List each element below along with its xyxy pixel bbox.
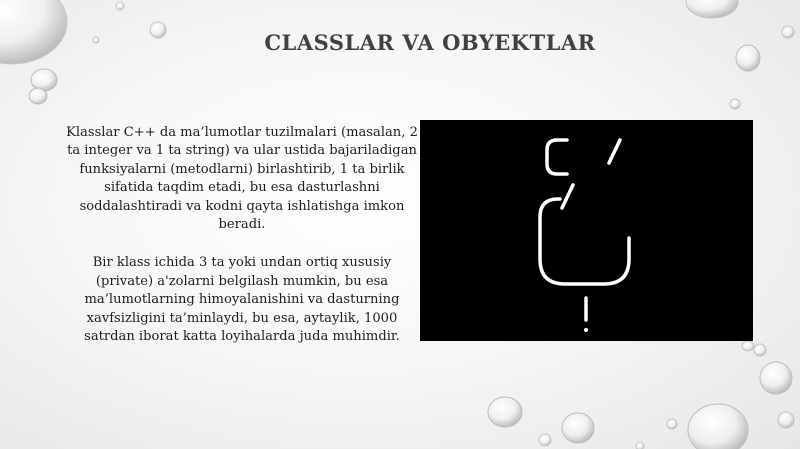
slash-stroke-middle [562,185,573,208]
cpp-neon-glyph-icon [420,120,753,341]
small-c-letter [547,140,567,174]
droplet-cluster-top-right [686,0,794,109]
slide-body-text [62,124,422,366]
exclamation-dot [584,328,588,332]
large-bulb-outline [540,199,629,284]
slash-stroke-top [609,140,620,163]
paragraph-private-members: Bir klass ichida 3 ta yoki undan ortiq xususiy (private) a'zolarni belgilash mumkin, bu esa ma’lumotlarning himoyalanishini va dasturning xavfsizligini ta’minlaydi, bu esa, aytaylik, 1000 satrdan iborat katta loyihalarda juda muhimdir. [84,255,400,345]
droplet-cluster-top-left [0,0,166,104]
paragraph-classes-intro: Klasslar C++ da ma’lumotlar tuzilmalari (masalan, 2 ta integer va 1 ta string) va ular ustida bajariladigan funksiyalarni (metodlarni) birlashtirib, 1 ta birlik sifatida taqdim etadi, bu esa dasturlashni soddalashtiradi va kodni qayta ishlatishga imkon beradi. [66,125,418,233]
slide-title: CLASSLAR VA OBYEKTLAR [264,30,596,55]
droplet-cluster-bottom [488,341,794,449]
cpp-logo-picture [420,120,753,341]
